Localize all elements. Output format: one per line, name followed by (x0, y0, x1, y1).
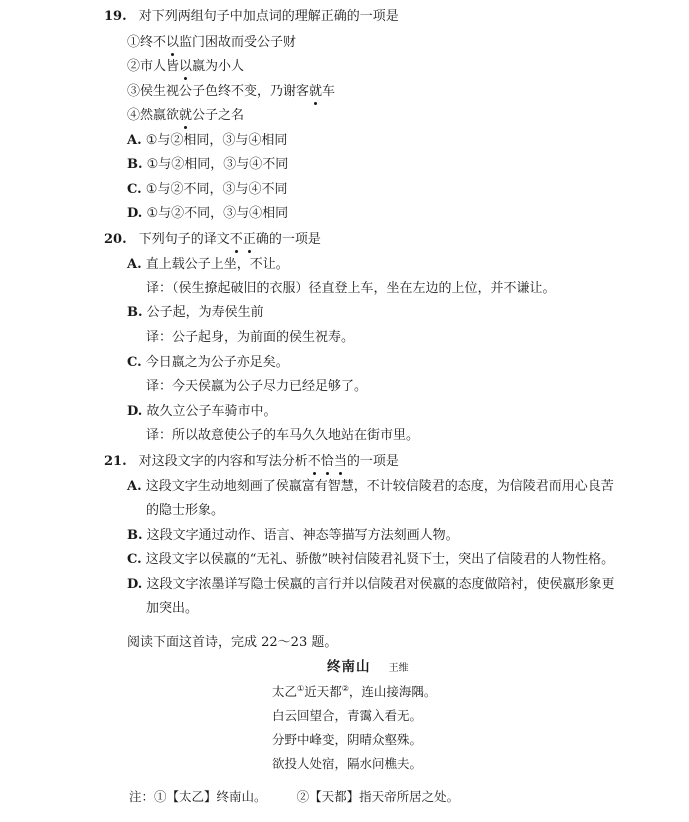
option-text: 公子起，为寿侯生前 (146, 305, 264, 320)
option-letter: D. (127, 577, 143, 592)
q20-stem-post: 确的一项是 (255, 232, 321, 247)
option-letter: B. (127, 157, 143, 172)
q19-option-a (127, 133, 287, 149)
q19-option-d (127, 206, 288, 222)
option-letter: B. (127, 528, 143, 543)
q19-item-1-pre: ①终不 (127, 35, 167, 50)
q21-option-a-line2: 的隐士形象。 (146, 503, 225, 518)
q20-option-c-translation: 译：今天侯嬴为公子尽力已经足够了。 (146, 379, 368, 394)
q19-item-4 (127, 108, 244, 124)
q19-item-3-dotted-word: 就 (309, 84, 323, 99)
option-letter: A. (127, 257, 142, 272)
option-text: 故久立公子车骑市中。 (146, 404, 277, 419)
poem-line-4: 欲投人处宿，隔水问樵夫。 (272, 756, 423, 771)
q19-item-4-pre: ④然嬴欲 (127, 108, 180, 123)
poem-title: 终南山 (327, 659, 371, 675)
q19-item-4-post: 公子之名 (192, 108, 245, 123)
q21-stem (104, 454, 399, 470)
option-text: 今日嬴之为公子亦足矣。 (145, 355, 289, 370)
q19-item-1-post: 监门困故而受公子财 (179, 35, 297, 50)
option-text: 这段文字生动地刻画了侯嬴富有智慧，不计较信陵君的态度，为信陵君而用心良苦 (145, 479, 614, 494)
q20-stem-pre: 下列句子的译文 (138, 232, 230, 247)
q19-item-3-pre: ③侯生视公子色终不变，乃谢客 (127, 84, 310, 99)
option-text: 这段文字以侯嬴的“无礼、骄傲”映衬信陵君礼贤下士，突出了信陵君的人物性格。 (145, 552, 615, 567)
q19-item-1 (127, 35, 296, 51)
q20-option-b-translation: 译：公子起身，为前面的侯生祝寿。 (146, 330, 355, 345)
poem-text: ，连山接海隅。 (348, 684, 437, 699)
q21-option-c (127, 552, 614, 568)
q20-option-a-translation: 译：（侯生撩起破旧的衣服）径直登上车，坐在左边的上位，并不谦让。 (146, 281, 556, 296)
q20-option-d-translation: 译：所以故意使公子的车马久久地站在街市里。 (146, 428, 420, 443)
q21-stem-dotted-3: 当 (333, 454, 347, 469)
poem-heading (327, 659, 409, 677)
q21-option-a (127, 479, 614, 495)
poem-line-3: 分野中峰变，阴晴众壑殊。 (272, 732, 423, 747)
option-text: ①与②不同，③与④不同 (145, 182, 288, 197)
q21-stem-dotted-1: 不 (307, 454, 321, 469)
q20-option-d (127, 404, 277, 420)
q19-stem-text: 对下列两组句子中加点词的理解正确的一项是 (138, 9, 399, 24)
q20-option-a (127, 257, 289, 273)
q19-item-3 (127, 84, 335, 100)
option-text: ①与②不同，③与④相同 (146, 206, 289, 221)
option-letter: A. (127, 133, 142, 148)
option-letter: A. (127, 479, 142, 494)
option-text: ①与②相同，③与④相同 (145, 133, 288, 148)
option-letter: C. (127, 552, 142, 567)
q21-stem-pre: 对这段文字的内容和写法分析 (138, 454, 308, 469)
option-letter: C. (127, 355, 142, 370)
option-text: 这段文字浓墨详写隐士侯嬴的言行并以信陵君对侯嬴的态度做陪衬，使侯嬴形象更 (146, 577, 615, 592)
q21-number: 21. (104, 454, 127, 469)
q20-number: 20. (104, 232, 127, 247)
q19-item-2-post: 嬴为小人 (192, 59, 245, 74)
poem-line-2: 白云回望合，青霭入看无。 (272, 708, 423, 723)
q19-item-2-dotted-word: 以 (179, 59, 193, 74)
option-text: 这段文字通过动作、语言、神态等描写方法刻画人物。 (146, 528, 459, 543)
option-letter: C. (127, 182, 142, 197)
poem-line-1 (272, 684, 436, 700)
q21-option-d-line2: 加突出。 (146, 601, 199, 616)
q20-stem (104, 232, 321, 248)
poem-text: 近天都 (304, 684, 342, 699)
option-text: ①与②相同，③与④不同 (146, 157, 289, 172)
option-letter: B. (127, 305, 143, 320)
option-text: 直上载公子上坐，不让。 (145, 257, 289, 272)
q20-stem-dotted-2: 正 (242, 232, 256, 247)
footnote-marker: ② (341, 683, 349, 693)
poem-text: 太乙 (272, 684, 298, 699)
poem-notes: 注：①【太乙】终南山。 ②【天都】指天帝所居之处。 (129, 789, 460, 804)
q21-option-d (127, 577, 615, 593)
q19-item-1-dotted-word: 以 (166, 35, 180, 50)
q19-option-b (127, 157, 288, 173)
q21-stem-dotted-2: 恰 (320, 454, 334, 469)
q20-option-c (127, 355, 289, 371)
q21-option-b (127, 528, 459, 544)
q19-number: 19. (104, 9, 127, 24)
q19-item-2-pre: ②市人皆 (127, 59, 180, 74)
poem-author: 王维 (388, 663, 409, 674)
q20-stem-dotted-1: 不 (229, 232, 243, 247)
q20-option-b (127, 305, 264, 321)
reading-intro: 阅读下面这首诗，完成 22～23 题。 (127, 635, 338, 650)
footnote-marker: ① (297, 683, 305, 693)
q19-item-3-post: 车 (322, 84, 336, 99)
q19-option-c (127, 182, 287, 198)
option-letter: D. (127, 206, 143, 221)
option-letter: D. (127, 404, 143, 419)
q19-item-4-dotted-word: 就 (179, 108, 193, 123)
q19-stem (104, 9, 399, 25)
q21-stem-post: 的一项是 (346, 454, 399, 469)
q19-item-2 (127, 59, 244, 75)
